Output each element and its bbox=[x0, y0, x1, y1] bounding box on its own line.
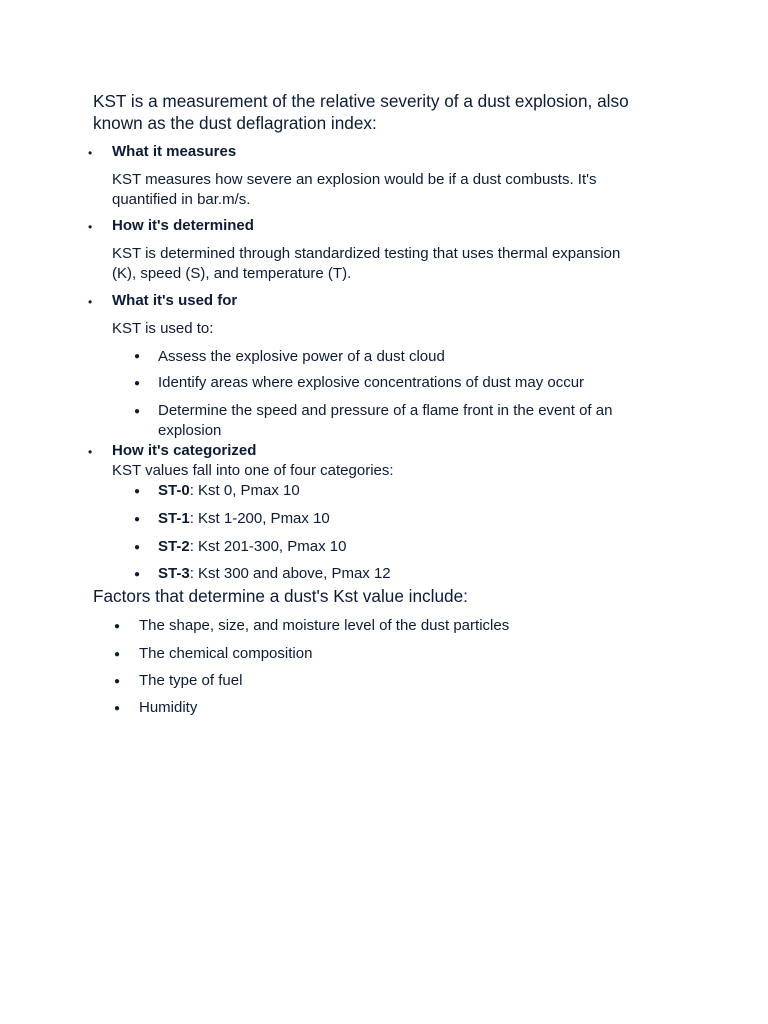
bullet-icon: • bbox=[88, 295, 93, 309]
category-item bbox=[158, 509, 330, 529]
sub-bullet-icon: ● bbox=[134, 569, 141, 580]
section-body: KST measures how severe an explosion would be if a dust combusts. It's bbox=[112, 171, 597, 188]
sub-bullet-icon: ● bbox=[114, 621, 121, 632]
sub-bullet-icon: ● bbox=[134, 406, 141, 417]
category-term: ST-2 bbox=[158, 538, 190, 555]
factor-item: The shape, size, and moisture level of the dust particles bbox=[139, 617, 510, 634]
factors-heading: Factors that determine a dust's Kst value include: bbox=[93, 586, 468, 606]
section-body: quantified in bar.m/s. bbox=[112, 191, 251, 208]
category-term: ST-0 bbox=[158, 482, 190, 499]
category-term: ST-3 bbox=[158, 565, 190, 582]
list-item: Identify areas where explosive concentrations of dust may occur bbox=[158, 374, 585, 391]
sub-bullet-icon: ● bbox=[114, 703, 121, 714]
sub-bullet-icon: ● bbox=[134, 351, 141, 362]
list-item: Assess the explosive power of a dust cloud bbox=[158, 348, 445, 365]
category-desc: : Kst 201-300, Pmax 10 bbox=[189, 538, 347, 555]
category-desc: : Kst 0, Pmax 10 bbox=[189, 482, 300, 499]
sub-bullet-icon: ● bbox=[134, 486, 141, 497]
list-item: explosion bbox=[158, 422, 222, 439]
sub-bullet-icon: ● bbox=[134, 378, 141, 389]
factor-item: The type of fuel bbox=[139, 672, 243, 689]
category-item bbox=[158, 537, 346, 557]
section-heading: What it's used for bbox=[112, 292, 238, 309]
sub-bullet-icon: ● bbox=[114, 649, 121, 660]
bullet-icon: • bbox=[88, 445, 93, 459]
section-body: KST values fall into one of four categories: bbox=[112, 462, 394, 479]
factor-item: Humidity bbox=[139, 699, 198, 716]
section-heading: How it's determined bbox=[112, 217, 254, 234]
section-body: (K), speed (S), and temperature (T). bbox=[112, 265, 352, 282]
intro-text: known as the dust deflagration index: bbox=[93, 113, 377, 133]
sub-bullet-icon: ● bbox=[134, 514, 141, 525]
list-item: Determine the speed and pressure of a flame front in the event of an bbox=[158, 402, 613, 419]
bullet-icon: • bbox=[88, 146, 93, 160]
category-desc: : Kst 1-200, Pmax 10 bbox=[189, 510, 330, 527]
category-item bbox=[158, 481, 300, 501]
section-heading: How it's categorized bbox=[112, 442, 257, 459]
intro-text: KST is a measurement of the relative severity of a dust explosion, also bbox=[93, 91, 629, 111]
category-item bbox=[158, 564, 391, 584]
factor-item: The chemical composition bbox=[139, 645, 313, 662]
category-term: ST-1 bbox=[158, 510, 190, 527]
bullet-icon: • bbox=[88, 220, 93, 234]
section-heading: What it measures bbox=[112, 143, 237, 160]
sub-bullet-icon: ● bbox=[114, 676, 121, 687]
section-body: KST is determined through standardized testing that uses thermal expansion bbox=[112, 245, 621, 262]
section-body: KST is used to: bbox=[112, 320, 214, 337]
category-desc: : Kst 300 and above, Pmax 12 bbox=[189, 565, 391, 582]
sub-bullet-icon: ● bbox=[134, 542, 141, 553]
